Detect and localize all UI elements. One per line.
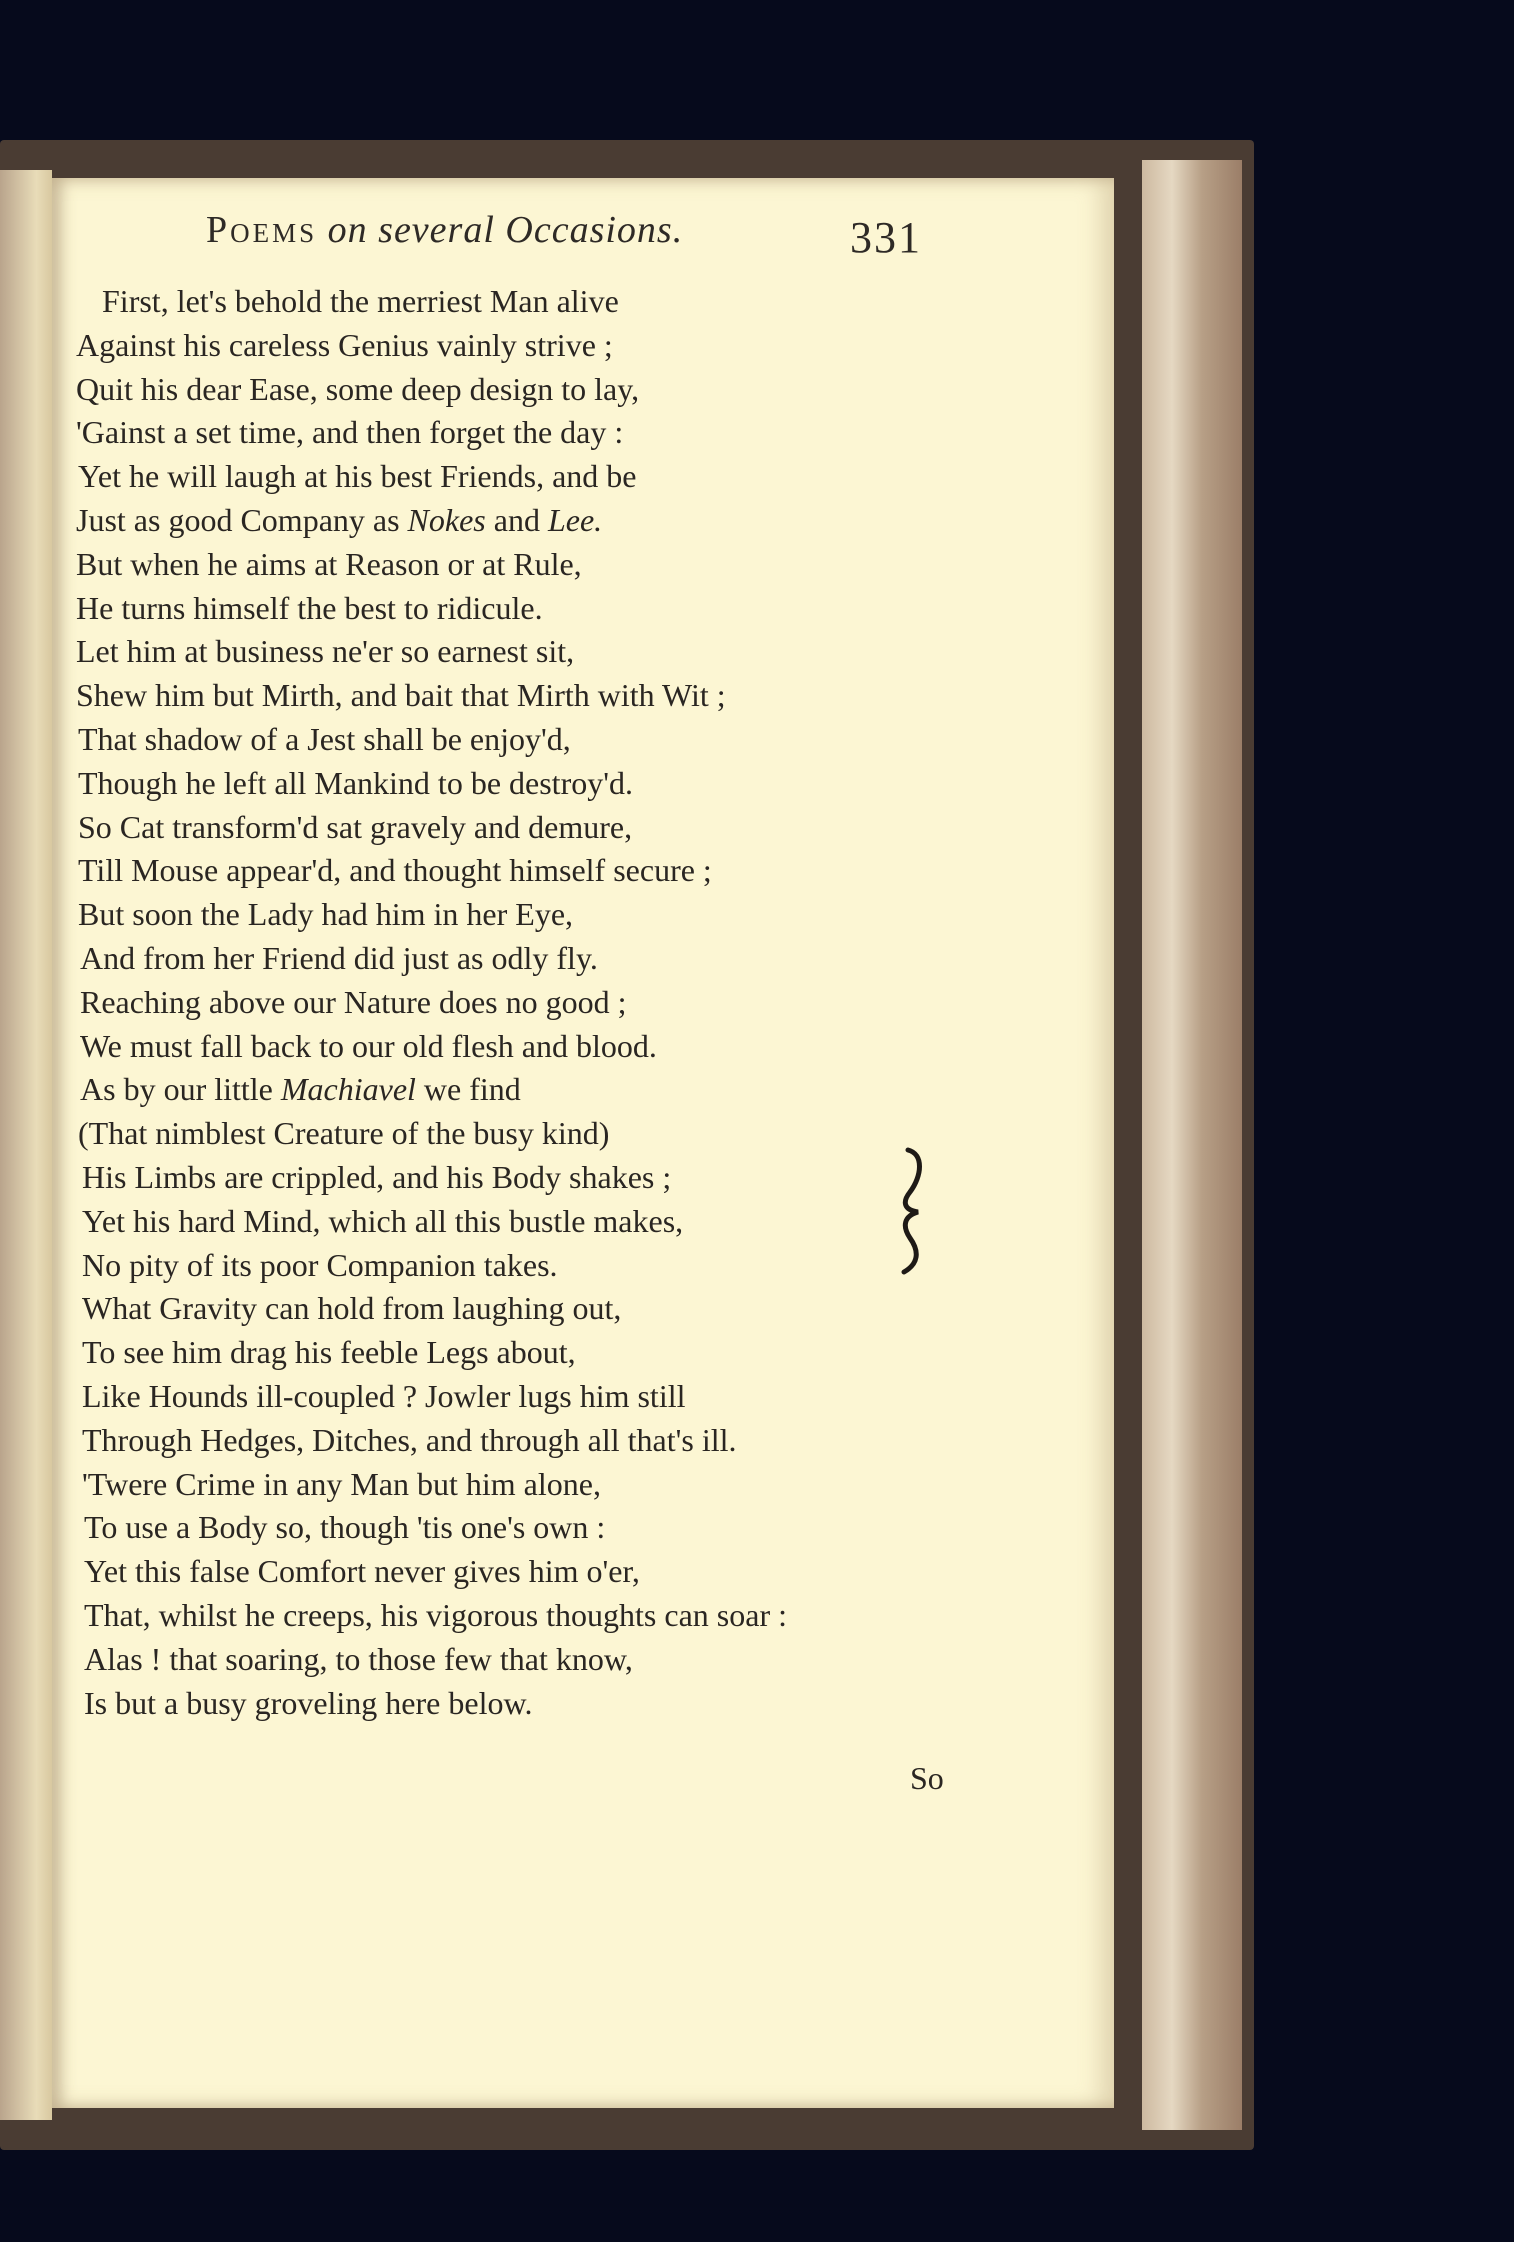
poem-line	[76, 324, 976, 368]
catchword: So	[910, 1760, 944, 1796]
poem-line-text: He turns himself the best to ridicule.	[76, 589, 543, 626]
poem-line	[76, 1200, 976, 1244]
poem-line-text: Is but a busy groveling here below.	[84, 1684, 533, 1721]
poem-line	[76, 368, 976, 412]
poem-line	[76, 849, 976, 893]
poem-line-text: And from her Friend did just as odly fly.	[80, 939, 598, 976]
triplet-brace-mark	[894, 1146, 934, 1276]
poem-line	[76, 1156, 976, 1200]
poem-line-text: To see him drag his feeble Legs about,	[82, 1334, 576, 1371]
poem-line	[76, 499, 976, 543]
poem-line-text: 'Gainst a set time, and then forget the day :	[76, 414, 624, 451]
poem-line-text: Yet his hard Mind, which all this bustle makes,	[82, 1202, 684, 1239]
poem-line-text: What Gravity can hold from laughing out,	[82, 1290, 622, 1327]
poem-line	[76, 981, 976, 1025]
poem-line	[76, 1419, 976, 1463]
poem-line-text: That, whilst he creeps, his vigorous thoughts can soar :	[84, 1596, 787, 1633]
poem-line	[76, 1594, 976, 1638]
poem-line-text: Like Hounds ill-coupled ? Jowler lugs him still	[82, 1377, 686, 1414]
poem-line	[76, 1550, 976, 1594]
running-head-subtitle: on several Occasions.	[327, 209, 684, 251]
poem-line-text: Just as good Company as	[76, 501, 408, 538]
poem-line	[76, 1638, 976, 1682]
poem-line	[76, 1463, 976, 1507]
poem-line	[76, 543, 976, 587]
poem-line-text: 'Twere Crime in any Man but him alone,	[82, 1465, 601, 1502]
poem-line-text: Against his careless Genius vainly strive ;	[76, 326, 613, 363]
poem-line-text: Alas ! that soaring, to those few that know,	[84, 1640, 633, 1677]
poem-line-text: But when he aims at Reason or at Rule,	[76, 545, 582, 582]
poem-line-text: His Limbs are crippled, and his Body shakes ;	[82, 1158, 672, 1195]
poem-line-italic-name: Nokes	[407, 501, 486, 538]
running-head	[206, 208, 683, 258]
poem-line-text: As by our little	[80, 1071, 281, 1108]
poem-line	[76, 630, 976, 674]
poem-line	[76, 1244, 976, 1288]
poem-line-text: We must fall back to our old flesh and blood.	[80, 1027, 657, 1064]
poem-line	[76, 718, 976, 762]
poem-line-text: Till Mouse appear'd, and thought himself secure ;	[78, 852, 712, 889]
poem-line	[76, 455, 976, 499]
facing-page-edge	[0, 170, 52, 2120]
poem-line	[76, 1112, 976, 1156]
poem-line	[76, 1375, 976, 1419]
poem-line	[76, 674, 976, 718]
poem-line-text: So Cat transform'd sat gravely and demure,	[78, 808, 633, 845]
poem-line	[76, 1506, 976, 1550]
poem-line	[76, 1025, 976, 1069]
poem-line	[76, 806, 976, 850]
poem-line	[76, 893, 976, 937]
poem-line-text: we find	[415, 1071, 521, 1108]
poem-line	[76, 587, 976, 631]
poem-line-text: That shadow of a Jest shall be enjoy'd,	[78, 720, 571, 757]
poem-line-text: Yet this false Comfort never gives him o'er,	[84, 1553, 640, 1590]
poem-line-text: Though he left all Mankind to be destroy'd.	[78, 764, 633, 801]
poem-line-text: (That nimblest Creature of the busy kind)	[78, 1115, 610, 1152]
poem-line-italic-name: Lee.	[547, 501, 603, 538]
poem-line-text: and	[485, 501, 548, 538]
poem-text	[76, 280, 976, 1725]
poem-line-text: Yet he will laugh at his best Friends, and be	[78, 458, 637, 495]
poem-line	[76, 411, 976, 455]
poem-line	[76, 280, 976, 324]
poem-line	[76, 1287, 976, 1331]
poem-line-text: To use a Body so, though 'tis one's own :	[84, 1509, 606, 1546]
poem-line-text: Shew him but Mirth, and bait that Mirth with Wit ;	[76, 677, 726, 714]
page-edges	[1142, 160, 1242, 2130]
poem-line-text: Quit his dear Ease, some deep design to lay,	[76, 370, 640, 407]
poem-line-text: First, let's behold the merriest Man alive	[102, 283, 619, 319]
poem-line	[76, 1068, 976, 1112]
poem-line-text: But soon the Lady had him in her Eye,	[78, 896, 574, 933]
poem-line-text: Reaching above our Nature does no good ;	[80, 983, 627, 1020]
poem-line	[76, 762, 976, 806]
poem-line	[76, 937, 976, 981]
poem-line-text: Through Hedges, Ditches, and through all that's ill.	[82, 1421, 737, 1458]
page-number: 331	[850, 213, 922, 262]
poem-line	[76, 1331, 976, 1375]
poem-line	[76, 1682, 976, 1726]
poem-line-text: Let him at business ne'er so earnest sit,	[76, 633, 575, 670]
poem-line-text: No pity of its poor Companion takes.	[82, 1246, 558, 1283]
poem-line-italic-name: Machiavel	[280, 1071, 416, 1108]
running-head-title: Poems	[206, 209, 318, 251]
